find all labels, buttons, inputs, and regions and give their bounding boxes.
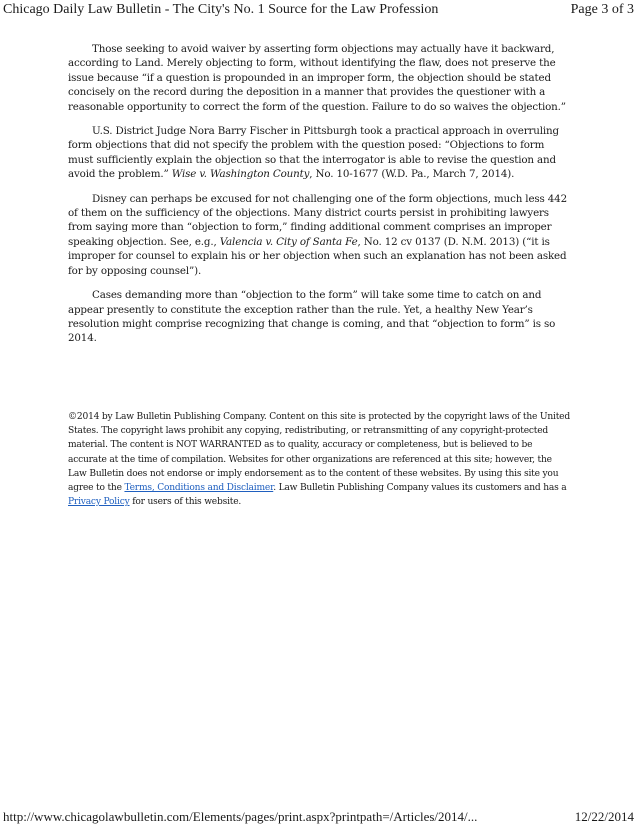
print-footer-date: 12/22/2014	[574, 809, 634, 824]
case-citation-valencia: Valencia v. City of Santa Fe	[219, 235, 358, 248]
copyright-text: . Law Bulletin Publishing Company values its customers and has a	[273, 483, 567, 494]
article-paragraph-fischer	[68, 124, 568, 182]
copyright-text: for users of this website.	[129, 497, 242, 508]
article-paragraph-disney	[68, 192, 568, 278]
copyright-notice	[68, 410, 570, 509]
terms-conditions-link[interactable]: Terms, Conditions and Disclaimer	[124, 483, 274, 494]
paragraph-text: Disney can perhaps be excused for not challenging one of the form objections, much less 442 of them on the sufficiency of the objections. Many district courts persist in prohibiting lawyers from saying more than “objection to form,” finding additional comment comprises an improper speaking objection. See, e.g.,	[68, 192, 567, 248]
print-header-title: Chicago Daily Law Bulletin - The City's No. 1 Source for the Law Profession	[3, 2, 439, 17]
privacy-policy-link[interactable]: Privacy Policy	[68, 497, 130, 508]
article-paragraph-conclusion: Cases demanding more than “objection to the form” will take some time to catch on and appear presently to constitute the exception rather than the rule. Yet, a healthy New Year’s resolution might comprise recognizing that change is coming, and that “objection to form” is so 2014.	[68, 289, 556, 345]
print-header-page-number: Page 3 of 3	[570, 2, 634, 17]
paragraph-text: U.S. District Judge Nora Barry Fischer in Pittsburgh took a practical approach in overruling form objections that did not specify the problem with the question posed: “Objections to form must sufficiently explain the objection so that the interrogator is able to revise the question and avoid the problem.”	[68, 125, 559, 181]
paragraph-text: , No. 10-1677 (W.D. Pa., March 7, 2014).	[309, 168, 515, 181]
article-body	[68, 42, 568, 356]
case-citation-wise: Wise v. Washington County	[171, 168, 310, 181]
copyright-text: ©2014 by Law Bulletin Publishing Company. Content on this site is protected by the copyright laws of the United States. The copyright laws prohibit any copying, redistributing, or retransmitting of any copyright-protected material. The content is NOT WARRANTED as to quality, accuracy or completeness, but is believed to be accurate at the time of compilation. Websites for other organizations are referenced at this site; however, the Law Bulletin does not endorse or imply endorsement as to the content of these websites. By using this site you agree to the	[68, 412, 570, 494]
print-footer-url: http://www.chicagolawbulletin.com/Elements/pages/print.aspx?printpath=/Articles/2014/...	[3, 809, 478, 824]
paragraph-text: , No. 12 cv 0137 (D. N.M. 2013) (“it is improper for counsel to explain his or her objection when such an explanation has not been asked for by opposing counsel”).	[68, 235, 567, 277]
article-paragraph-waiver: Those seeking to avoid waiver by asserting form objections may actually have it backward, according to Land. Merely objecting to form, without identifying the flaw, does not preserve the issue because “if a question is propounded in an improper form, the objection should be stated concisely on the record during the deposition in a manner that provides the questioner with a reasonable opportunity to correct the form of the question. Failure to do so waives the objection.”	[68, 43, 566, 113]
